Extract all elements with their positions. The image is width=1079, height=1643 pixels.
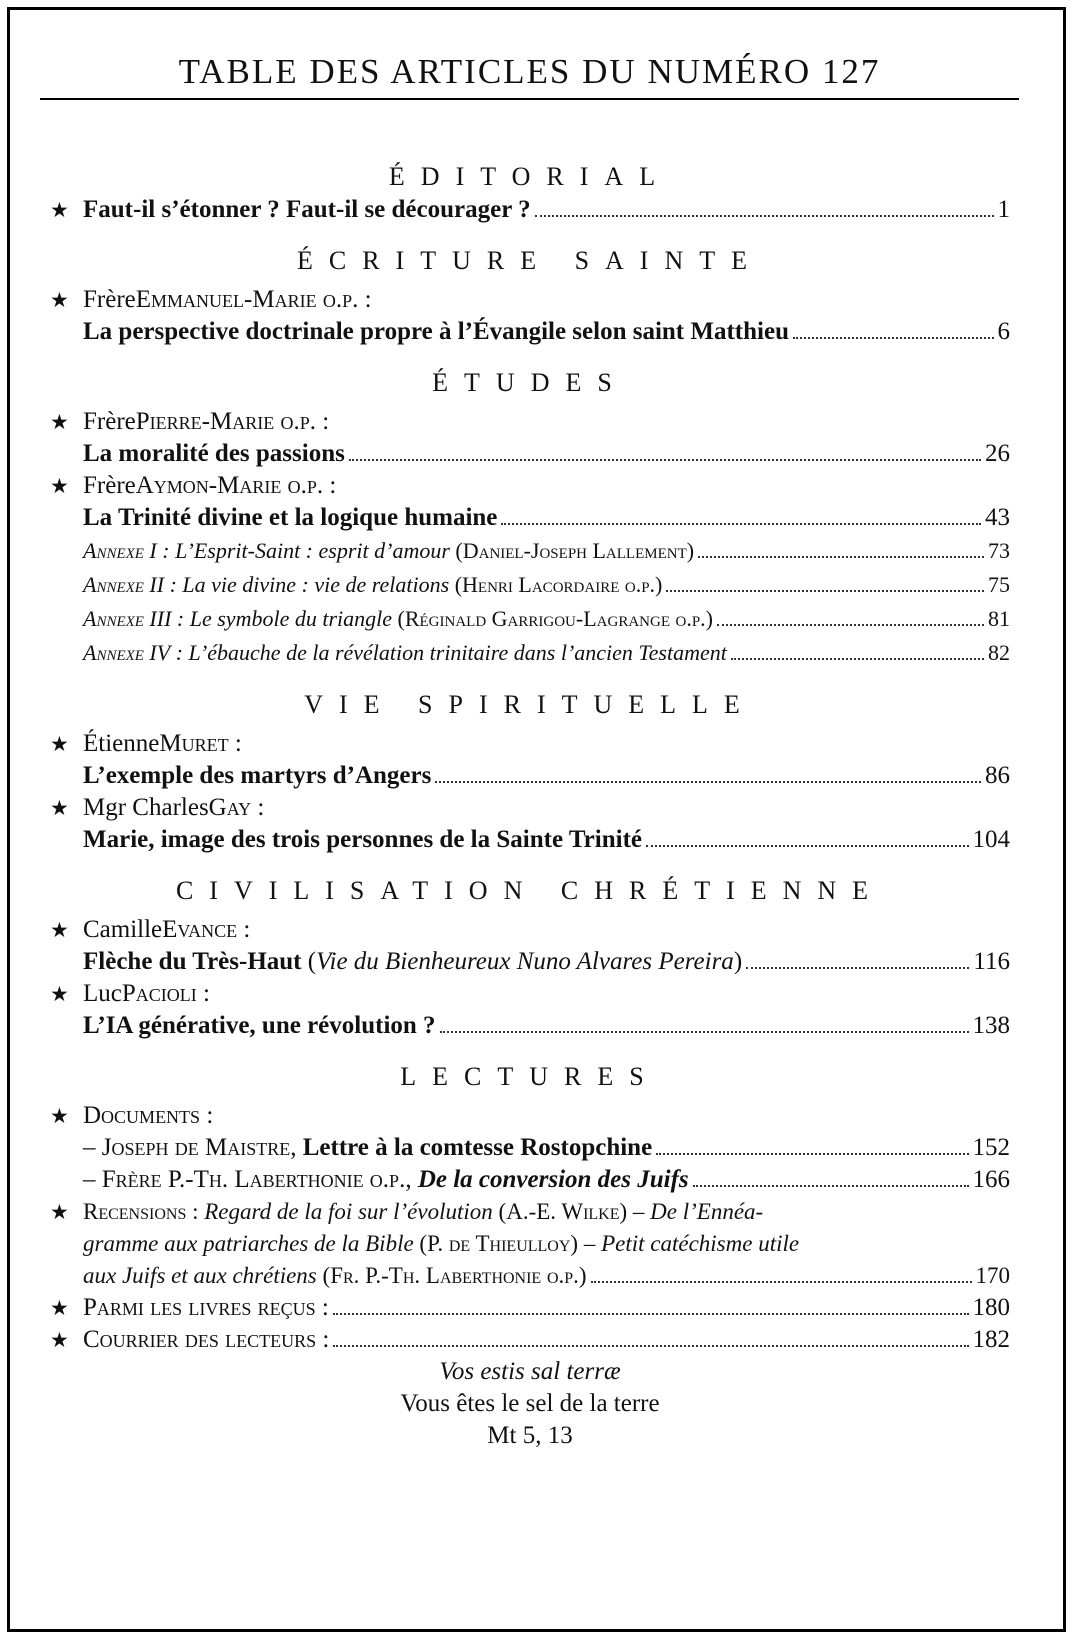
annex-author: Henri Lacordaire o.p. [462,572,656,597]
author-prefix: Étienne [83,730,160,757]
toc-entry[interactable] [50,502,1010,534]
article-subtitle: Vie du Bienheureux Nuno Alvares Pereira [316,948,734,975]
dot-leader [501,523,981,525]
recension-author: A.-E. Wilke [506,1199,620,1224]
rubric-label: Courrier des lecteurs : [83,1326,330,1353]
motto-latin: Vos estis sal terræ [439,1358,621,1385]
author-name: Aymon-Marie o.p. : [135,472,337,499]
documents-label: Documents : [83,1102,214,1129]
page-number: 104 [972,826,1010,853]
annex-author: Daniel-Joseph Lallement [462,538,687,563]
toc-entry[interactable]: – Joseph de Maistre, Lettre à la comtesse Rostopchine 152 [50,1132,1010,1164]
star-icon: ★ [50,982,69,1006]
article-title: La moralité des passions [83,440,345,467]
document-title: Lettre à la comtesse Rostopchine [302,1134,653,1161]
recensions-line-2: gramme aux patriarches de la Bible ( P. de Thieulloy ) – Petit catéchisme utile [50,1228,1010,1260]
recension-title: Regard de la foi sur l’évolution [204,1199,493,1224]
author-name: Pacioli : [121,980,210,1007]
author-name: Pierre-Marie o.p. : [135,408,330,435]
annex-title: La vie divine : vie de relations [182,572,450,597]
article-title: La Trinité divine et la logique humaine [83,504,498,531]
article-title: L’exemple des martyrs d’Angers [83,762,432,789]
page-number: 81 [988,606,1010,631]
article-title: L’IA générative, une révolution ? [83,1012,436,1039]
recension-author: P. de Thieulloy [427,1231,571,1256]
page-number: 152 [972,1134,1010,1161]
annex-label: Annexe III [83,606,172,631]
motto-french: Vous êtes le sel de la terre [400,1390,660,1417]
recension-title: De l’Ennéa- [650,1199,764,1224]
dot-leader [666,590,984,592]
page-number: 180 [972,1294,1010,1321]
author-prefix: Luc [83,980,122,1007]
author-name: Gay : [208,794,265,821]
recension-title: aux Juifs et aux chrétiens [83,1263,317,1288]
author-line [50,728,1010,760]
author-name: Muret : [159,730,242,757]
toc-entry[interactable] [50,824,1010,856]
toc-entry[interactable] [50,1324,1010,1356]
toc-entry[interactable]: Flèche du Très-Haut ( Vie du Bienheureux Nuno Alvares Pereira ) 116 [50,946,1010,978]
author-name: Emmanuel-Marie o.p. : [135,286,372,313]
document-author: Joseph de Maistre, [101,1134,297,1161]
recension-title: gramme aux patriarches de la Bible [83,1231,414,1256]
dot-leader [693,1185,969,1187]
dot-leader [793,337,994,339]
dot-leader [698,556,984,558]
section-ecriture-sainte: ÉCRITURE SAINTE [296,246,764,275]
page-number: 43 [985,504,1010,531]
dot-leader [333,1313,969,1315]
star-icon: ★ [50,1104,69,1128]
author-name: Evance : [162,916,251,943]
author-prefix: Frère [83,472,136,499]
dot-leader [333,1345,968,1347]
annex-title: Le symbole du triangle [189,606,393,631]
author-prefix: Mgr Charles [83,794,209,821]
motto-reference: Mt 5, 13 [487,1422,573,1449]
annex-title: L’Esprit-Saint : esprit d’amour [175,538,450,563]
author-line [50,284,1010,316]
dot-leader [717,624,984,626]
author-line [50,792,1010,824]
author-line [50,978,1010,1010]
section-civilisation-chretienne: CIVILISATION CHRÉTIENNE [175,876,885,905]
author-line [50,406,1010,438]
star-icon: ★ [50,796,69,820]
page-number: 138 [972,1012,1010,1039]
annex-label: Annexe I [83,538,157,563]
section-lectures: LECTURES [400,1062,660,1091]
annex-label: Annexe IV [83,640,171,665]
dot-leader [746,967,969,969]
annex-label: Annexe II [83,572,165,597]
recension-title: Petit catéchisme utile [601,1231,800,1256]
page-number: 116 [973,948,1010,975]
page-title: TABLE DES ARTICLES DU NUMÉRO 127 [178,52,881,91]
toc-entry[interactable] [50,760,1010,792]
annex-entry[interactable]: Annexe IV : L’ébauche de la révélation trinitaire dans l’ancien Testament 82 [50,636,1010,670]
dot-leader [435,781,981,783]
toc-entry[interactable]: aux Juifs et aux chrétiens ( Fr. P.-Th. Laberthonie o.p. ) 170 [50,1260,1010,1292]
article-title: Marie, image des trois personnes de la Sainte Trinité [83,826,642,853]
recension-author: Fr. P.-Th. Laberthonie o.p. [330,1263,579,1288]
page-number: 166 [972,1166,1010,1193]
star-icon: ★ [50,410,69,434]
star-icon: ★ [50,474,69,498]
section-etudes: ÉTUDES [432,368,628,397]
annex-entry[interactable]: Annexe III : Le symbole du triangle ( Réginald Garrigou-Lagrange o.p. ) 81 [50,602,1010,636]
article-title: Faut-il s’étonner ? Faut-il se décourager ? [83,196,531,223]
page-number: 82 [988,640,1010,665]
author-prefix: Frère [83,408,136,435]
page-number: 73 [988,538,1010,563]
annex-entry[interactable]: Annexe II : La vie divine : vie de relations ( Henri Lacordaire o.p. ) 75 [50,568,1010,602]
star-icon: ★ [50,1200,69,1224]
toc-entry[interactable] [50,316,1010,348]
star-icon: ★ [50,288,69,312]
article-title: La perspective doctrinale propre à l’Évangile selon saint Matthieu [83,318,789,345]
toc-entry[interactable] [50,1292,1010,1324]
recensions-line-1: ★ Recensions : Regard de la foi sur l’évolution ( A.-E. Wilke ) – De l’Ennéa- [50,1196,1010,1228]
star-icon: ★ [50,1296,69,1320]
author-prefix: Camille [83,916,163,943]
page-number: 170 [975,1263,1010,1288]
author-line [50,470,1010,502]
author-line [50,914,1010,946]
page-number: 86 [985,762,1010,789]
dot-leader [440,1031,969,1033]
star-icon: ★ [50,1328,69,1352]
page-number: 26 [985,440,1010,467]
star-icon: ★ [50,732,69,756]
annex-author: Réginald Garrigou-Lagrange o.p. [404,606,706,631]
documents-heading [50,1100,1010,1132]
toc-entry[interactable] [50,438,1010,470]
title-rule [40,98,1019,100]
annex-entry[interactable]: Annexe I : L’Esprit-Saint : esprit d’amour ( Daniel-Joseph Lallement ) 73 [50,534,1010,568]
dot-leader [646,845,969,847]
dot-leader [731,658,984,660]
section-editorial: ÉDITORIAL [388,162,672,191]
rubric-label: Parmi les livres reçus : [83,1294,329,1321]
star-icon: ★ [50,918,69,942]
dot-leader [349,459,981,461]
page-number: 75 [988,572,1010,597]
page-number: 182 [972,1326,1010,1353]
section-vie-spirituelle: VIE SPIRITUELLE [304,690,756,719]
article-title: Flèche du Très-Haut [83,948,302,975]
dot-leader [591,1281,972,1283]
recensions-label: Recensions : [83,1199,199,1224]
toc-entry[interactable]: – Frère P.-Th. Laberthonie o.p., De la conversion des Juifs 166 [50,1164,1010,1196]
table-of-contents [50,160,1010,1452]
page-number: 6 [997,318,1010,345]
toc-entry[interactable] [50,194,1010,226]
toc-entry[interactable] [50,1010,1010,1042]
star-icon: ★ [50,198,69,222]
annex-title: L’ébauche de la révélation trinitaire dans l’ancien Testament [188,640,727,665]
dot-leader [535,215,994,217]
author-prefix: Frère [83,286,136,313]
page-number: 1 [997,196,1010,223]
document-author: Frère P.-Th. Laberthonie o.p., [101,1166,412,1193]
dot-leader [656,1153,968,1155]
document-title: De la conversion des Juifs [417,1166,689,1193]
